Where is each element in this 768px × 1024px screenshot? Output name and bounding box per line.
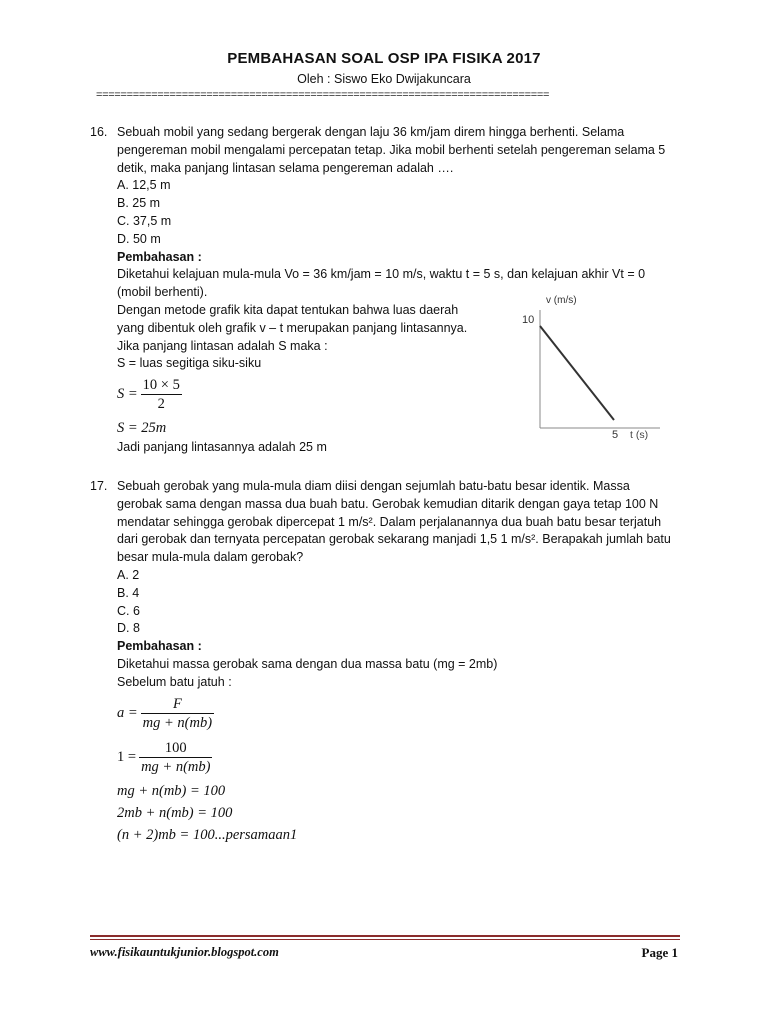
- fraction-numerator: 10 × 5: [142, 377, 180, 394]
- question-text-line: Sebuah gerobak yang mula-mula diam diisi dengan sejumlah batu-batu besar identik. Massa: [117, 479, 630, 493]
- solution-line: S = luas segitiga siku-siku: [117, 356, 262, 371]
- equation-line: mg + n(mb) = 100: [117, 782, 226, 799]
- author-line: Oleh : Siswo Eko Dwijakuncara: [297, 72, 471, 86]
- question-text-line: detik, maka panjang lintasan selama pengereman adalah ….: [117, 160, 454, 175]
- equation-result: S = 25m: [117, 420, 167, 437]
- x-axis-label: t (s): [630, 429, 649, 440]
- equation-line: (n + 2)mb = 100...persamaan1: [117, 826, 298, 843]
- question-17: [90, 478, 690, 846]
- question-text-line: pengereman mobil mengalami percepatan tetap. Jika mobil berhenti setelah pengereman selama 5: [117, 142, 666, 157]
- fraction-denominator: mg + n(mb): [142, 714, 213, 731]
- velocity-line: [540, 326, 614, 420]
- solution-line: Dengan metode grafik kita dapat tentukan bahwa luas daerah: [117, 302, 459, 317]
- y-tick-label: 10: [522, 314, 535, 326]
- solution-line: Diketahui kelajuan mula-mula Vo = 36 km/jam = 10 m/s, waktu t = 5 s, dan kelajuan akhir Vt = 0: [117, 267, 646, 282]
- y-axis-label: v (m/s): [546, 295, 577, 306]
- option-a: A. 12,5 m: [117, 178, 171, 193]
- fraction: [139, 740, 212, 776]
- separator-line: ==========================================================================: [96, 89, 550, 101]
- page-number: Page 1: [641, 945, 678, 960]
- question-text-line: dari gerobak dan ternyata percepatan gerobak sekarang manjadi 1,5 1 m/s². Berapakah jumlah batu: [117, 532, 671, 547]
- equation-acceleration: [117, 692, 690, 736]
- option-d: D. 50 m: [117, 231, 161, 246]
- option-a: A. 2: [117, 567, 140, 582]
- fraction-denominator: 2: [157, 396, 165, 413]
- page-title: PEMBAHASAN SOAL OSP IPA FISIKA 2017: [227, 50, 541, 67]
- solution-line: Diketahui massa gerobak sama dengan dua massa batu (mg = 2mb): [117, 656, 498, 671]
- fraction: [141, 377, 182, 413]
- solution-line: Jika panjang lintasan adalah S maka :: [117, 338, 328, 353]
- question-number: 16.: [90, 125, 108, 139]
- question-text-line: gerobak sama dengan massa dua buah batu. Gerobak kemudian ditarik dengan gaya tetap 100 N: [117, 496, 659, 511]
- pembahasan-label: Pembahasan :: [117, 249, 202, 264]
- equation-lhs: 1 =: [117, 748, 137, 765]
- fraction-numerator: 100: [139, 740, 212, 758]
- question-text-line: Sebuah mobil yang sedang bergerak dengan laju 36 km/jam direm hingga berhenti. Selama: [117, 125, 625, 139]
- solution-line: yang dibentuk oleh grafik v – t merupakan panjang lintasannya.: [117, 320, 468, 335]
- footer-rule: [90, 939, 680, 940]
- solution-line: (mobil berhenti).: [117, 285, 208, 300]
- question-text-line: mendatar sehingga gerobak dipercepat 1 m/s². Dalam perjalanannya dua buah batu besar terjatuh: [117, 514, 662, 529]
- pembahasan-label: Pembahasan :: [117, 639, 202, 654]
- option-d: D. 8: [117, 621, 140, 636]
- equation-lhs: a =: [117, 704, 138, 721]
- question-number: 17.: [90, 479, 108, 493]
- option-b: B. 4: [117, 585, 140, 600]
- solution-line: Sebelum batu jatuh :: [117, 674, 232, 689]
- fraction: [141, 696, 214, 732]
- conclusion-line: Jadi panjang lintasannya adalah 25 m: [117, 440, 327, 455]
- velocity-time-graph: [514, 290, 684, 440]
- question-text-line: besar mula-mula dalam gerobak?: [117, 550, 304, 565]
- equation-lhs: S =: [117, 386, 138, 403]
- footer-rule: [90, 935, 680, 937]
- option-b: B. 25 m: [117, 196, 161, 211]
- equation-line: 2mb + n(mb) = 100: [117, 804, 233, 821]
- fraction-denominator: mg + n(mb): [141, 758, 211, 775]
- option-c: C. 37,5 m: [117, 213, 172, 228]
- fraction-numerator: F: [141, 696, 214, 714]
- footer-website: www.fisikauntukjunior.blogspot.com: [90, 945, 279, 959]
- option-c: C. 6: [117, 603, 140, 618]
- x-tick-label: 5: [612, 429, 619, 440]
- equation-substituted: [117, 736, 690, 780]
